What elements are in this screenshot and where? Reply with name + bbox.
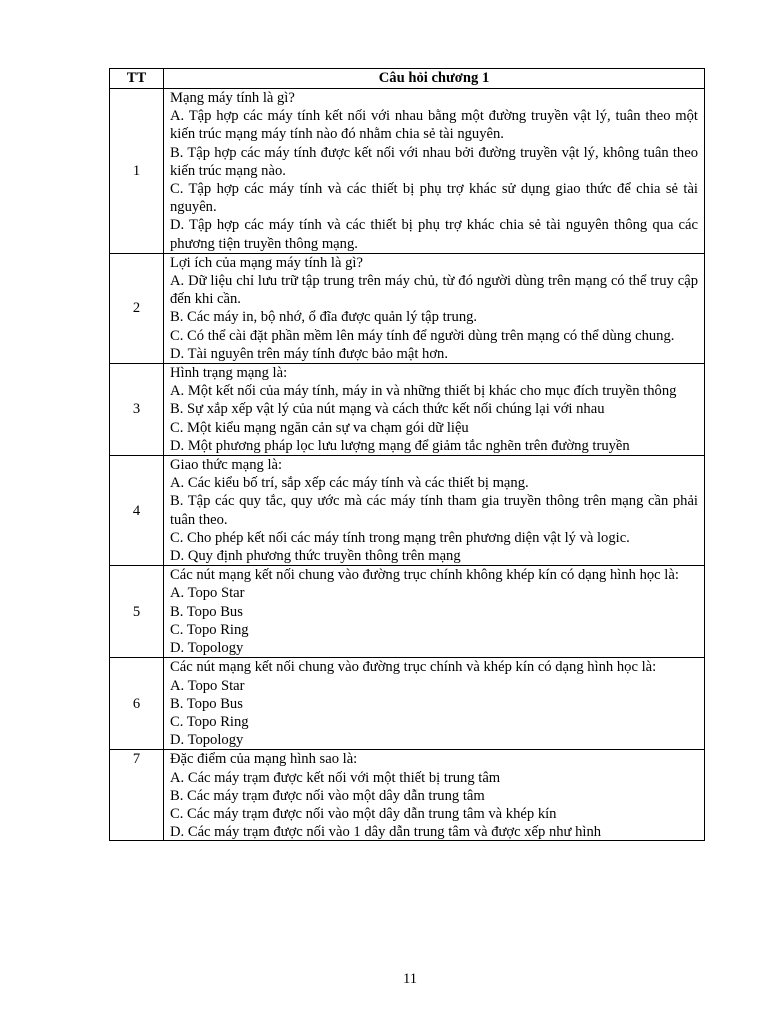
answer-option: A. Các máy trạm được kết nối với một thiết bị trung tâm (170, 769, 501, 786)
question-number: 4 (110, 456, 164, 566)
question-number: 6 (110, 658, 164, 750)
question-text: Các nút mạng kết nối chung vào đường trục chính không khép kín có dạng hình học là: (170, 567, 679, 584)
question-cell (164, 253, 705, 363)
answer-option: C. Các máy trạm được nối vào một dây dẫn trung tâm và khép kín (170, 805, 557, 822)
answer-option: D. Quy định phương thức truyền thông trên mạng (170, 548, 461, 565)
table-row (110, 364, 705, 456)
question-number: 5 (110, 566, 164, 658)
table-row (110, 456, 705, 566)
page-number: 11 (402, 971, 418, 987)
answer-option: D. Topology (170, 732, 244, 749)
question-text: Hình trạng mạng là: (170, 365, 288, 382)
question-cell (164, 89, 705, 254)
question-table (109, 68, 705, 841)
question-cell (164, 364, 705, 456)
answer-option: A. Một kết nối của máy tính, máy in và những thiết bị khác cho mục đích truyền thông (170, 383, 677, 400)
question-number: 1 (110, 89, 164, 254)
question-text: Mạng máy tính là gì? (170, 90, 295, 106)
table-header-row (110, 69, 705, 89)
question-cell (164, 456, 705, 566)
question-number: 7 (110, 750, 164, 841)
table-row (110, 253, 705, 363)
answer-option: B. Topo Bus (170, 695, 243, 712)
answer-option: D. Một phương pháp lọc lưu lượng mạng để giảm tắc nghẽn trên đường truyền (170, 437, 630, 454)
question-number: 2 (110, 253, 164, 363)
answer-option: C. Topo Ring (170, 621, 249, 638)
table-row (110, 658, 705, 750)
question-text: Giao thức mạng là: (170, 457, 283, 474)
question-text: Đặc điểm của mạng hình sao là: (170, 751, 358, 768)
answer-option: A. Các kiểu bố trí, sắp xếp các máy tính và các thiết bị mạng. (170, 475, 529, 492)
answer-option: D. Tập hợp các máy tính và các thiết bị phụ trợ khác chia sẻ tài nguyên thông qua các phương tiện truyền thông mạng. (170, 217, 698, 252)
answer-option: C. Cho phép kết nối các máy tính trong mạng trên phương diện vật lý và logic. (170, 529, 630, 546)
table-row (110, 750, 705, 841)
table-row (110, 566, 705, 658)
answer-option: B. Các máy trạm được nối vào một dây dẫn trung tâm (170, 787, 485, 804)
answer-option: A. Tập hợp các máy tính kết nối với nhau bằng một đường truyền vật lý, tuân theo một kiến trúc mạng máy tính nào đó nhằm chia sẻ tài nguyên. (170, 108, 698, 143)
table-row (110, 89, 705, 254)
header-question: Câu hỏi chương 1 (164, 69, 705, 89)
question-cell (164, 658, 705, 750)
question-cell-clip (170, 750, 698, 840)
answer-option: C. Topo Ring (170, 713, 249, 730)
answer-option: C. Tập hợp các máy tính và các thiết bị phụ trợ khác sử dụng giao thức để chia sẻ tài nguyên. (170, 181, 698, 216)
answer-option: C. Có thể cài đặt phần mềm lên máy tính để người dùng trên mạng có thể dùng chung. (170, 327, 675, 344)
answer-option: A. Topo Star (170, 677, 245, 694)
answer-option: B. Sự xắp xếp vật lý của nút mạng và cách thức kết nối chúng lại với nhau (170, 401, 605, 418)
answer-option: D. Tài nguyên trên máy tính được bảo mật hơn. (170, 345, 449, 362)
question-cell (164, 566, 705, 658)
answer-option: D. Topology (170, 640, 244, 657)
answer-option: B. Topo Bus (170, 603, 243, 620)
answer-option: B. Các máy in, bộ nhớ, ổ đĩa được quản lý tập trung. (170, 309, 478, 326)
answer-option: D. Các máy trạm được nối vào 1 dây dẫn trung tâm và được xếp như hình (170, 824, 602, 841)
question-cell (164, 750, 705, 841)
header-number: TT (110, 69, 164, 89)
answer-option: B. Tập các quy tắc, quy ước mà các máy tính tham gia truyền thông trên mạng cần phải tuân theo. (170, 493, 698, 528)
question-text: Lợi ích của mạng máy tính là gì? (170, 254, 363, 271)
question-number: 3 (110, 364, 164, 456)
question-text: Các nút mạng kết nối chung vào đường trục chính và khép kín có dạng hình học là: (170, 659, 657, 676)
answer-option: B. Tập hợp các máy tính được kết nối với nhau bởi đường truyền vật lý, không tuân theo kiến trúc mạng nào. (170, 144, 698, 179)
answer-option: A. Dữ liệu chỉ lưu trữ tập trung trên máy chủ, từ đó người dùng trên mạng có thể truy cập đến khi cần. (170, 273, 698, 308)
answer-option: A. Topo Star (170, 585, 245, 602)
answer-option: C. Một kiểu mạng ngăn cản sự va chạm gói dữ liệu (170, 419, 469, 436)
